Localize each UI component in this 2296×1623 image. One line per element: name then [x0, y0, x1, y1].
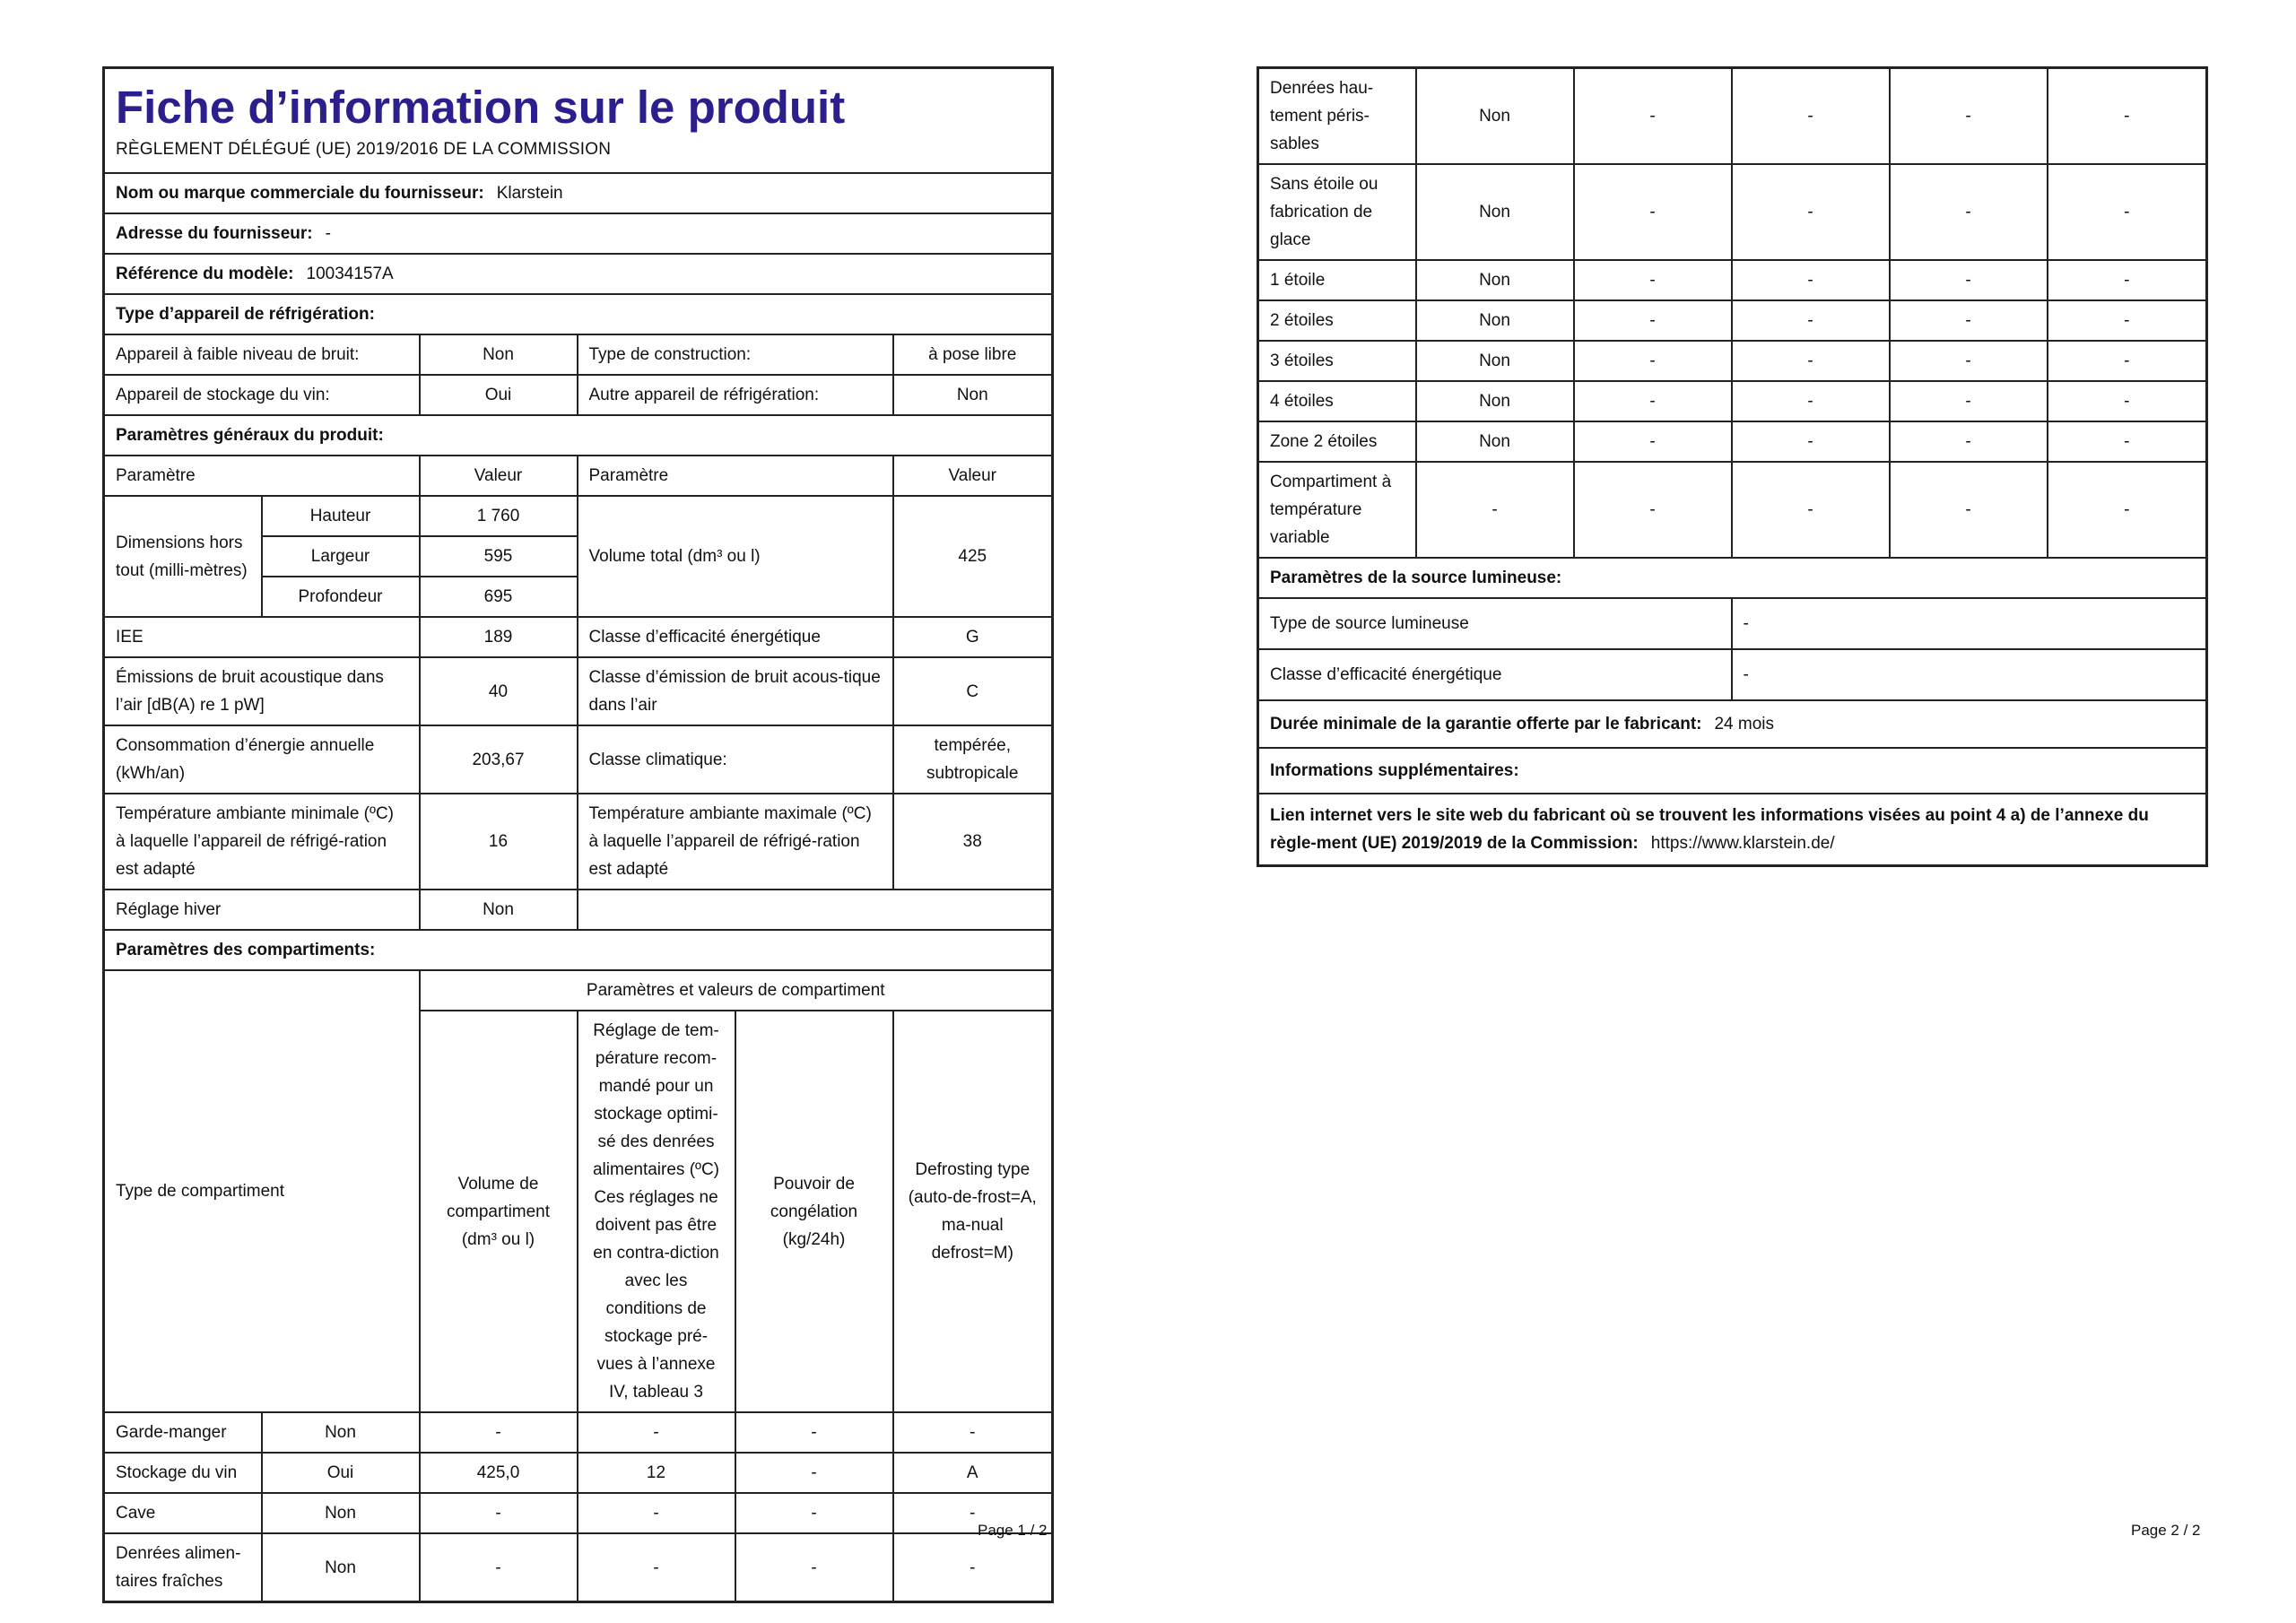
- compartment-volume: -: [420, 1533, 578, 1602]
- other-appliance-label: Autre appareil de réfrigération:: [578, 375, 893, 415]
- compartment-present: Oui: [262, 1453, 420, 1493]
- compartment-volume: -: [1574, 381, 1732, 421]
- energy-class-value: G: [893, 617, 1053, 657]
- table-row: [104, 1453, 1053, 1493]
- compartment-defrost: -: [2048, 68, 2207, 165]
- noise-value: 40: [420, 657, 578, 725]
- other-appliance-value: Non: [893, 375, 1053, 415]
- warranty-row: [1258, 700, 2207, 748]
- model-row: [104, 254, 1053, 294]
- link-row: [1258, 794, 2207, 866]
- page-number-2: Page 2 / 2: [2131, 1522, 2201, 1539]
- height-label: Hauteur: [262, 496, 420, 536]
- compartment-defrost: -: [2048, 462, 2207, 558]
- page-title: Fiche d’information sur le produit: [116, 82, 846, 133]
- construction-value: à pose libre: [893, 334, 1053, 375]
- compartment-present: Non: [1416, 421, 1574, 462]
- compartment-name: 1 étoile: [1258, 260, 1416, 300]
- col-defrost-header: Defrosting type (auto-de-frost=A, ma-nual defrost=M): [893, 1011, 1053, 1412]
- compartment-freeze: -: [735, 1493, 893, 1533]
- compartment-defrost: -: [2048, 300, 2207, 341]
- warranty-value: 24 mois: [1714, 715, 1775, 733]
- compartment-freeze: -: [1890, 260, 2048, 300]
- compartment-freeze: -: [1890, 164, 2048, 260]
- compartment-type-label: Type de compartiment: [104, 970, 420, 1412]
- col-volume-header: Volume de compartiment (dm³ ou l): [420, 1011, 578, 1412]
- regulation-subtitle: RÈGLEMENT DÉLÉGUÉ (UE) 2019/2016 DE LA COMMISSION: [116, 140, 612, 159]
- noise-class-label: Classe d’émission de bruit acous-tique dans l’air: [578, 657, 893, 725]
- appliance-type-heading: Type d’appareil de réfrigération:: [104, 294, 1053, 334]
- compartment-volume: 425,0: [420, 1453, 578, 1493]
- winter-value: Non: [420, 890, 578, 930]
- compartment-defrost: -: [2048, 421, 2207, 462]
- table-row: [1258, 164, 2207, 260]
- supplier-label: Nom ou marque commerciale du fournisseur:: [116, 184, 484, 203]
- depth-label: Profondeur: [262, 577, 420, 617]
- compartment-freeze: -: [1890, 421, 2048, 462]
- supplier-row: [104, 173, 1053, 213]
- page-number-1: Page 1 / 2: [978, 1522, 1048, 1539]
- climate-value: tempérée, subtropicale: [893, 725, 1053, 794]
- empty-cell: [578, 890, 1053, 930]
- width-value: 595: [420, 536, 578, 577]
- warranty-label: Durée minimale de la garantie offerte par le fabricant:: [1270, 715, 1702, 733]
- product-info-table-page1: [102, 66, 1054, 1603]
- compartment-temp: -: [1732, 462, 1890, 558]
- compartment-present: Non: [262, 1412, 420, 1453]
- compartment-temp: -: [578, 1533, 735, 1602]
- iee-label: IEE: [104, 617, 420, 657]
- table-row: [1258, 260, 2207, 300]
- compartment-defrost: -: [2048, 260, 2207, 300]
- min-temp-value: 16: [420, 794, 578, 890]
- compartment-name: 2 étoiles: [1258, 300, 1416, 341]
- compartment-volume: -: [420, 1493, 578, 1533]
- compartment-defrost: -: [2048, 381, 2207, 421]
- col-freeze-header: Pouvoir de congélation (kg/24h): [735, 1011, 893, 1412]
- compartment-present: Non: [1416, 381, 1574, 421]
- compartment-name: Denrées alimen-taires fraîches: [104, 1533, 262, 1602]
- compartment-present: Non: [1416, 300, 1574, 341]
- address-label: Adresse du fournisseur:: [116, 224, 313, 243]
- min-temp-label: Température ambiante minimale (ºC) à laquelle l’appareil de réfrigé-ration est adapté: [104, 794, 420, 890]
- compartment-defrost: -: [2048, 164, 2207, 260]
- supplier-value: Klarstein: [496, 184, 563, 203]
- compartment-temp: -: [1732, 260, 1890, 300]
- address-value: -: [325, 224, 331, 243]
- compartment-temp: -: [1732, 341, 1890, 381]
- iee-value: 189: [420, 617, 578, 657]
- winter-label: Réglage hiver: [104, 890, 420, 930]
- compartment-defrost: -: [893, 1412, 1053, 1453]
- depth-value: 695: [420, 577, 578, 617]
- compartment-temp: -: [1732, 381, 1890, 421]
- page-2: [1257, 66, 2205, 867]
- compartment-volume: -: [1574, 462, 1732, 558]
- compartment-present: Non: [1416, 341, 1574, 381]
- light-type-value: -: [1732, 598, 2207, 649]
- col-param-header: Paramètre: [104, 456, 420, 496]
- compartment-present: Non: [262, 1533, 420, 1602]
- compartment-temp: -: [1732, 300, 1890, 341]
- table-row: [1258, 68, 2207, 165]
- table-row: [1258, 381, 2207, 421]
- max-temp-label: Température ambiante maximale (ºC) à laquelle l’appareil de réfrigé-ration est adapté: [578, 794, 893, 890]
- address-row: [104, 213, 1053, 254]
- general-params-heading: Paramètres généraux du produit:: [104, 415, 1053, 456]
- compartment-defrost: -: [2048, 341, 2207, 381]
- col-value-header: Valeur: [420, 456, 578, 496]
- low-noise-label: Appareil à faible niveau de bruit:: [104, 334, 420, 375]
- compartment-present: Non: [262, 1493, 420, 1533]
- table-row: [1258, 300, 2207, 341]
- extra-info-heading: Informations supplémentaires:: [1258, 748, 2207, 794]
- compartment-temp: -: [1732, 421, 1890, 462]
- col-value-header-2: Valeur: [893, 456, 1053, 496]
- compartment-name: Stockage du vin: [104, 1453, 262, 1493]
- compartment-freeze: -: [1890, 462, 2048, 558]
- compartment-defrost: A: [893, 1453, 1053, 1493]
- manufacturer-link[interactable]: https://www.klarstein.de/: [1650, 834, 1835, 853]
- wine-label: Appareil de stockage du vin:: [104, 375, 420, 415]
- total-volume-value: 425: [893, 496, 1053, 617]
- max-temp-value: 38: [893, 794, 1053, 890]
- compartment-temp: 12: [578, 1453, 735, 1493]
- height-value: 1 760: [420, 496, 578, 536]
- compartment-volume: -: [1574, 421, 1732, 462]
- compartment-volume: -: [420, 1412, 578, 1453]
- compartment-volume: -: [1574, 300, 1732, 341]
- compartment-name: Zone 2 étoiles: [1258, 421, 1416, 462]
- table-row: [1258, 462, 2207, 558]
- width-label: Largeur: [262, 536, 420, 577]
- compartment-name: Denrées hau-tement péris-sables: [1258, 68, 1416, 165]
- annual-energy-label: Consommation d’énergie annuelle (kWh/an): [104, 725, 420, 794]
- table-row: [104, 1533, 1053, 1602]
- compartment-name: 4 étoiles: [1258, 381, 1416, 421]
- title-cell: [104, 68, 1053, 174]
- total-volume-label: Volume total (dm³ ou l): [578, 496, 893, 617]
- compartment-temp: -: [578, 1493, 735, 1533]
- compartment-freeze: -: [1890, 341, 2048, 381]
- compartments-heading: Paramètres des compartiments:: [104, 930, 1053, 970]
- noise-label: Émissions de bruit acoustique dans l’air [dB(A) re 1 pW]: [104, 657, 420, 725]
- dimensions-label: Dimensions hors tout (milli-mètres): [104, 496, 262, 617]
- compartment-volume: -: [1574, 260, 1732, 300]
- compartment-present: Non: [1416, 260, 1574, 300]
- compartment-temp: -: [1732, 164, 1890, 260]
- compartment-name: Garde-manger: [104, 1412, 262, 1453]
- compartment-freeze: -: [735, 1412, 893, 1453]
- climate-label: Classe climatique:: [578, 725, 893, 794]
- compartment-volume: -: [1574, 164, 1732, 260]
- compartment-name: 3 étoiles: [1258, 341, 1416, 381]
- table-row: [104, 1493, 1053, 1533]
- link-label: Lien internet vers le site web du fabricant où se trouvent les informations visées au point 4 a) de l’annexe du règle-ment (UE) 2019/2019 de la Commission:: [1270, 806, 2149, 853]
- table-row: [104, 1412, 1053, 1453]
- page-1: [102, 66, 1051, 1603]
- compartment-freeze: -: [735, 1533, 893, 1602]
- compartment-present: -: [1416, 462, 1574, 558]
- energy-class-label: Classe d’efficacité énergétique: [578, 617, 893, 657]
- low-noise-value: Non: [420, 334, 578, 375]
- compartment-name: Compartiment à température variable: [1258, 462, 1416, 558]
- noise-class-value: C: [893, 657, 1053, 725]
- light-source-heading: Paramètres de la source lumineuse:: [1258, 558, 2207, 598]
- compartment-defrost: -: [893, 1493, 1053, 1533]
- annual-energy-value: 203,67: [420, 725, 578, 794]
- compartment-present: Non: [1416, 164, 1574, 260]
- compartment-freeze: -: [1890, 68, 2048, 165]
- compartment-volume: -: [1574, 68, 1732, 165]
- col-temp-header: Réglage de tem-pérature recom-mandé pour un stockage optimi-sé des denrées alimentaires (ºC) Ces réglages ne doivent pas être en contra-diction avec les conditions de stockage pré-vues à l’annexe IV, tableau 3: [578, 1011, 735, 1412]
- compartment-freeze: -: [735, 1453, 893, 1493]
- light-type-label: Type de source lumineuse: [1258, 598, 1732, 649]
- compartment-volume: -: [1574, 341, 1732, 381]
- product-info-table-page2: [1257, 66, 2208, 867]
- compartment-freeze: -: [1890, 300, 2048, 341]
- compartment-defrost: -: [893, 1533, 1053, 1602]
- table-row: [1258, 421, 2207, 462]
- construction-label: Type de construction:: [578, 334, 893, 375]
- compartment-temp: -: [578, 1412, 735, 1453]
- light-class-value: -: [1732, 649, 2207, 700]
- compartment-params-label: Paramètres et valeurs de compartiment: [420, 970, 1053, 1011]
- compartment-temp: -: [1732, 68, 1890, 165]
- compartment-name: Sans étoile ou fabrication de glace: [1258, 164, 1416, 260]
- model-value: 10034157A: [306, 265, 394, 283]
- table-row: [1258, 341, 2207, 381]
- compartment-freeze: -: [1890, 381, 2048, 421]
- col-param-header-2: Paramètre: [578, 456, 893, 496]
- compartment-name: Cave: [104, 1493, 262, 1533]
- light-class-label: Classe d’efficacité énergétique: [1258, 649, 1732, 700]
- wine-value: Oui: [420, 375, 578, 415]
- model-label: Référence du modèle:: [116, 265, 294, 283]
- compartment-present: Non: [1416, 68, 1574, 165]
